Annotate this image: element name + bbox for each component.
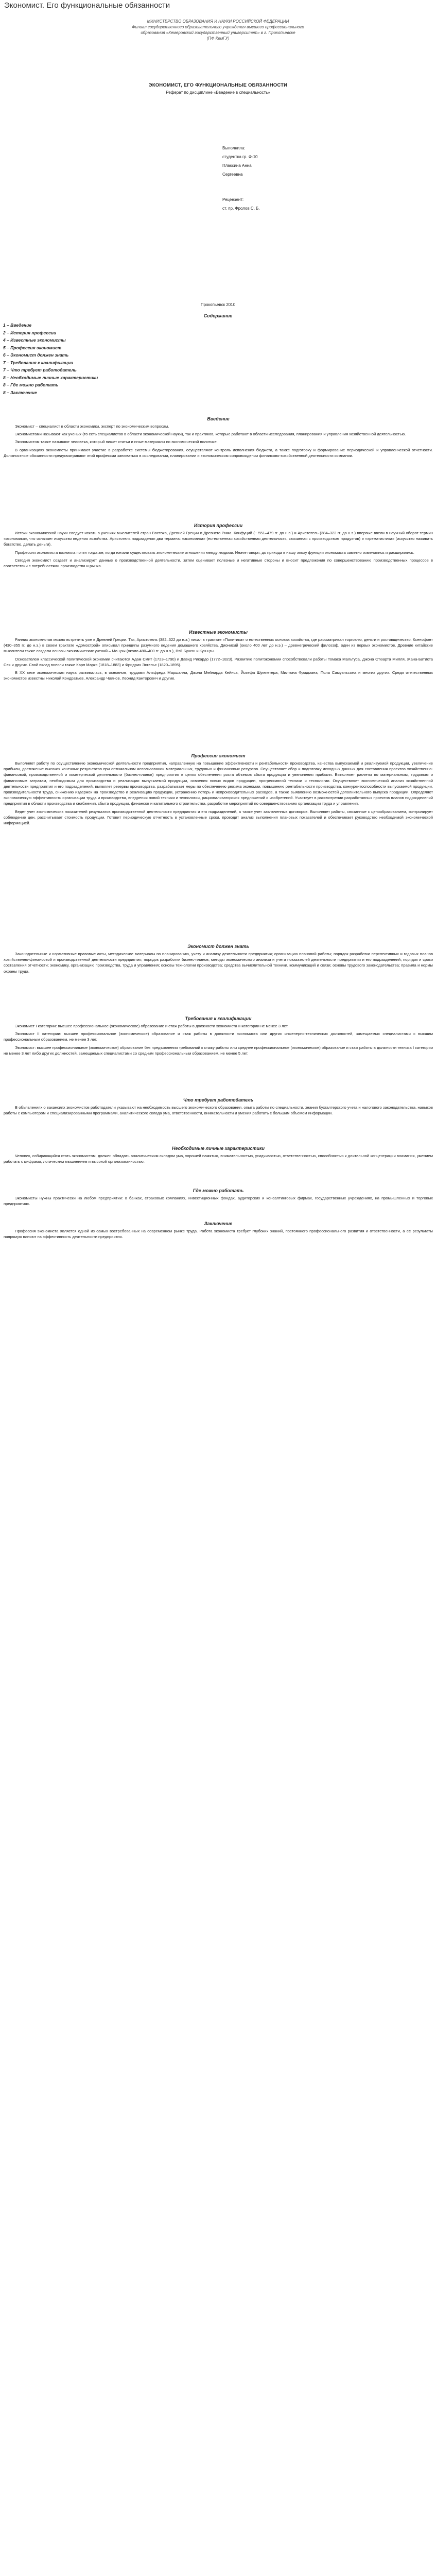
performed-by-line: студентка гр. Ф-10 xyxy=(222,155,258,159)
section-paragraph: Экономистами называют как учёных (то есть специалистов в области экономической науки), так и практиков, которые работают в области исследования, планирования и управления хозяйственной деятельностью. xyxy=(15,432,406,437)
section-employer-requirements xyxy=(4,1097,433,1118)
section-paragraph: Человек, собирающийся стать экономистом, должен обладать аналитическим складом ума, хорошей памятью, внимательностью, усидчивостью, ответственностью, способностью к длительной концентрации внимания, умением работать с цифрами, логическим мышлением и высокой организованностью. xyxy=(4,1154,433,1164)
section-paragraph: Истоки экономической науки следует искать в учениях мыслителей стран Востока, Древней Греции и Древнего Рима. Конфуций (~ 551–479 гг. до н.э.) и Аристотель (384–322 гг. до н.э.) впервые ввели в научный оборот термин «экономика», что означает искусство ведения хозяйства. Аристотель подразделял два термина: «экономика» (естественная хозяйственная деятельность, связанная с производством продуктов) и «хрематистика» (искусство наживать богатство, делать деньги). xyxy=(4,531,433,547)
toc-item: 4 – Известные экономисты xyxy=(3,337,66,343)
subtitle: Реферат по дисциплине «Введение в специальность» xyxy=(166,90,270,95)
section-history xyxy=(4,523,433,571)
reviewer-line: ст. пр. Фролов С. Б. xyxy=(222,206,260,211)
section-paragraph: Законодательные и нормативные правовые акты, методические материалы по планированию, учету и анализу деятельности предприятия; организацию плановой работы; порядок разработки перспективных и годовых планов хозяйственно-финансовой и производственной деятельности предприятия; порядок разработки бизнес-планов; методы экономического анализа и учета показателей деятельности предприятия и его подразделений; порядок и сроки составления отчетности; экономику, организацию производства, труда и управления; основы технологии производства; средства вычислительной техники, коммуникаций и связи; основы трудового законодательства; правила и нормы охраны труда. xyxy=(4,952,433,974)
section-paragraph: Профессия экономиста является одной из самых востребованных на современном рынке труда. Работа экономиста требует глубоких знаний, постоянного профессионального развития и ответственности, а её результаты напрямую влияют на эффективность деятельности предприятия. xyxy=(4,1229,433,1240)
section-heading: История профессии xyxy=(194,523,243,528)
section-paragraph: Выполняет работу по осуществлению экономической деятельности предприятия, направленную на повышение эффективности и рентабельности производства, качества выпускаемой и реализуемой продукции, увеличение прибыли, достижение высоких конечных результатов при оптимальном использовании материальных, трудовых и финансовых ресурсов. Осуществляет сбор и подготовку исходных данных для составления проектов хозяйственно-финансовой, производственной и коммерческой деятельности (бизнес-планов) предприятия в целях обеспечения роста объемов сбыта продукции и увеличения прибыли. Выполняет расчеты по материальным, трудовым и финансовым затратам, необходимым для производства и реализации выпускаемой продукции, освоения новых видов продукции, прогрессивной техники и технологии. Осуществляет экономический анализ хозяйственной деятельности предприятия и его подразделений, выявляет резервы производства, разрабатывает меры по обеспечению режима экономии, повышению рентабельности производства, конкурентоспособности выпускаемой продукции, производительности труда, снижению издержек на производство и реализацию продукции, устранению потерь и непроизводительных расходов, а также выявлению возможностей дополнительного выпуска продукции. Определяет экономическую эффективность организации труда и производства, внедрения новой техники и технологии, рационализаторских предложений и изобретений. Участвует в рассмотрении разработанных проектов планов подразделений предприятия в области производства и снабжения, сбыта продукции, финансов и капитального строительства, разработке мероприятий по совершенствованию организации труда и управления. xyxy=(4,761,433,806)
section-paragraph: В объявлениях о вакансиях экономистов работодатели указывают на необходимость высшего экономического образования, опыта работы по специальности, знания бухгалтерского учета и налогового законодательства, навыков работы с компьютером и специализированными программами, аналитического склада ума, ответственности, внимательности и умения работать с большим объемом информации. xyxy=(4,1105,433,1116)
toc-item: 7 – Требования к квалификации xyxy=(3,360,74,365)
section-heading: Необходимые личные характеристики xyxy=(171,1146,265,1151)
reviewer-line: Рецензент: xyxy=(222,197,244,202)
toc-item: 5 – Профессия экономист xyxy=(3,345,62,350)
section-famous-economists xyxy=(4,630,433,683)
section-heading: Что требует работодатель xyxy=(183,1097,254,1103)
document-title: Экономист. Его функциональные обязанности xyxy=(4,1,170,10)
section-paragraph: В XX веке экономическая наука развивалась, в основном, трудами Альфреда Маршалла, Джона Мейнарда Кейнса, Йозефа Шумпетера, Милтона Фридмана, Пола Самуэльсона и многих других. Среди отечественных экономистов известны Николай Кондратьев, Александр Чаянов, Леонид Канторович и другие. xyxy=(4,670,433,681)
section-paragraph: В организациях экономисты принимают участие в разработке системы бюджетирования, осуществляют контроль исполнения бюджета, а также подготовку и формирование периодической и управленческой отчетности. Должностные обязанности предусматривают этой профессии заниматься в исследовании, планировании и экономическом сопровождении финансово-хозяйственной деятельности компании. xyxy=(4,447,433,458)
institution-header xyxy=(0,19,436,41)
performed-by-line: Плаксина Анна xyxy=(222,163,252,168)
toc-item: 2 – История профессии xyxy=(3,330,57,335)
toc-item: 8 – Необходимые личные характеристики xyxy=(3,375,98,380)
reviewer-block xyxy=(222,197,260,211)
section-introduction xyxy=(4,416,433,461)
toc-item: 8 – Заключение xyxy=(3,389,37,395)
table-of-contents xyxy=(3,321,98,396)
toc-item: 8 – Где можно работать xyxy=(3,382,59,387)
section-heading: Экономист должен знать xyxy=(187,944,249,949)
section-paragraph: Экономисты нужны практически на любом предприятии: в банках, страховых компаниях, инвестиционных фондах, аудиторских и консалтинговых фирмах, государственных учреждениях, на промышленных и торговых предприятиях. xyxy=(4,1196,433,1207)
performed-by-line: Выполнила: xyxy=(222,146,246,150)
section-profession xyxy=(4,753,433,828)
section-paragraph: Сегодня экономист создаёт и анализирует данные о производственной деятельности, затем оценивает полезные и негативные стороны и вносит предложения по совершенствованию производственных процессов в соответствии с потребностями производства и рынка. xyxy=(4,557,433,569)
section-paragraph: Экономист: высшее профессиональное (экономическое) образование без предъявления требований к стажу работы или среднее профессиональное (экономическое) образование и стаж работы в должности техника I категории не менее 3 лет либо других должностей, замещаемых специалистами со средним профессиональным образованием, не менее 5 лет. xyxy=(4,1045,433,1056)
section-heading: Известные экономисты xyxy=(189,630,248,635)
main-title: ЭКОНОМИСТ, ЕГО ФУНКЦИОНАЛЬНЫЕ ОБЯЗАННОСТИ xyxy=(148,82,288,88)
section-paragraph: Ведет учет экономических показателей результатов производственной деятельности предприятия и его подразделений, а также учет заключенных договоров. Выполняет работы, связанные с ценообразованием, контролирует соблюдение цен, рассчитывает стоимость продукции. Готовит периодическую отчетность в установленные сроки, проводит анализ выполнения плановых показателей и обеспечивает руководство необходимой экономической информацией. xyxy=(4,809,433,826)
toc-item: 6 – Экономист должен знать xyxy=(3,352,69,358)
header-line: МИНИСТЕРСТВО ОБРАЗОВАНИЯ И НАУКИ РОССИЙСКОЙ ФЕДЕРАЦИИ xyxy=(147,19,289,24)
section-heading: Требования к квалификации xyxy=(185,1016,252,1021)
header-line: образования «Кемеровский государственный университет» в г. Прокопьевске xyxy=(141,30,295,35)
section-qualification xyxy=(4,1016,433,1058)
section-conclusion xyxy=(4,1221,433,1242)
section-heading: Введение xyxy=(207,416,230,421)
section-paragraph: Экономист – специалист в области экономики, эксперт по экономическим вопросам. xyxy=(15,424,169,429)
section-paragraph: Профессия экономиста возникла почти тогда же, когда начали существовать экономические отношения между людьми. Иначе говоря, до прихода в нашу эпоху функции экономиста заметно изменились и расширились. xyxy=(15,550,414,555)
section-must-know xyxy=(4,944,433,976)
section-personal-traits xyxy=(4,1146,433,1166)
section-heading: Где можно работать xyxy=(193,1188,244,1193)
section-heading: Заключение xyxy=(204,1221,233,1226)
section-heading: Профессия экономист xyxy=(191,753,246,758)
toc-item: 1 – Введение xyxy=(3,323,32,328)
performed-by-block xyxy=(222,145,258,177)
city-year: Прокопьевск 2010 xyxy=(200,302,236,307)
section-where-to-work xyxy=(4,1188,433,1209)
section-paragraph: Экономистом также называют человека, который пишет статьи и иные материалы по экономической политике. xyxy=(15,439,218,445)
section-paragraph: Экономист I категории: высшее профессиональное (экономическое) образование и стаж работы в должности экономиста II категории не менее 3 лет. xyxy=(15,1024,289,1028)
toc-item: 7 – Что требует работодатель xyxy=(3,367,77,372)
section-paragraph: Ранних экономистов можно встретить уже в Древней Греции. Так, Аристотель (382–322 до н.э.) писал в трактате «Политика» о естественных основах хозяйства, где рассматривал торговлю, деньги и ростовщичество. Ксенофонт (430–355 гг. до н.э.) в своем трактате «Домострой» описывал принципы разумного ведения домашнего хозяйства. Дионисий (около 400 лет до н.э.) – древнегреческий философ, один из первых экономистов. Древние китайские мыслители также создали основы экономических учений – Мо-цзы (около 480–400 гг. до н.э.), Вэй Бушэн и Кун-цзы. xyxy=(4,637,433,654)
performed-by-line: Сергеевна xyxy=(222,172,243,177)
section-paragraph: Основателем классической политической экономии считаются Адам Смит (1723–1790) и Давид Рикардо (1772–1823). Развитию политэкономии способствовали работы Томаса Мальтуса, Джона Стюарта Милля, Жана-Батиста Сэя и других. Свой вклад внесли также Карл Маркс (1818–1883) и Фридрих Энгельс (1820–1895). xyxy=(4,656,433,667)
header-line: (ПФ КемГУ) xyxy=(206,36,230,41)
header-line: Филиал государственного образовательного учреждения высшего профессионального xyxy=(132,25,304,29)
section-paragraph: Экономист II категории: высшее профессиональное (экономическое) образование и стаж работы в должности экономиста или других инженерно-технических должностей, замещаемых специалистами с высшим профессиональным образованием, не менее 3 лет. xyxy=(4,1031,433,1042)
toc-title: Содержание xyxy=(203,313,233,318)
